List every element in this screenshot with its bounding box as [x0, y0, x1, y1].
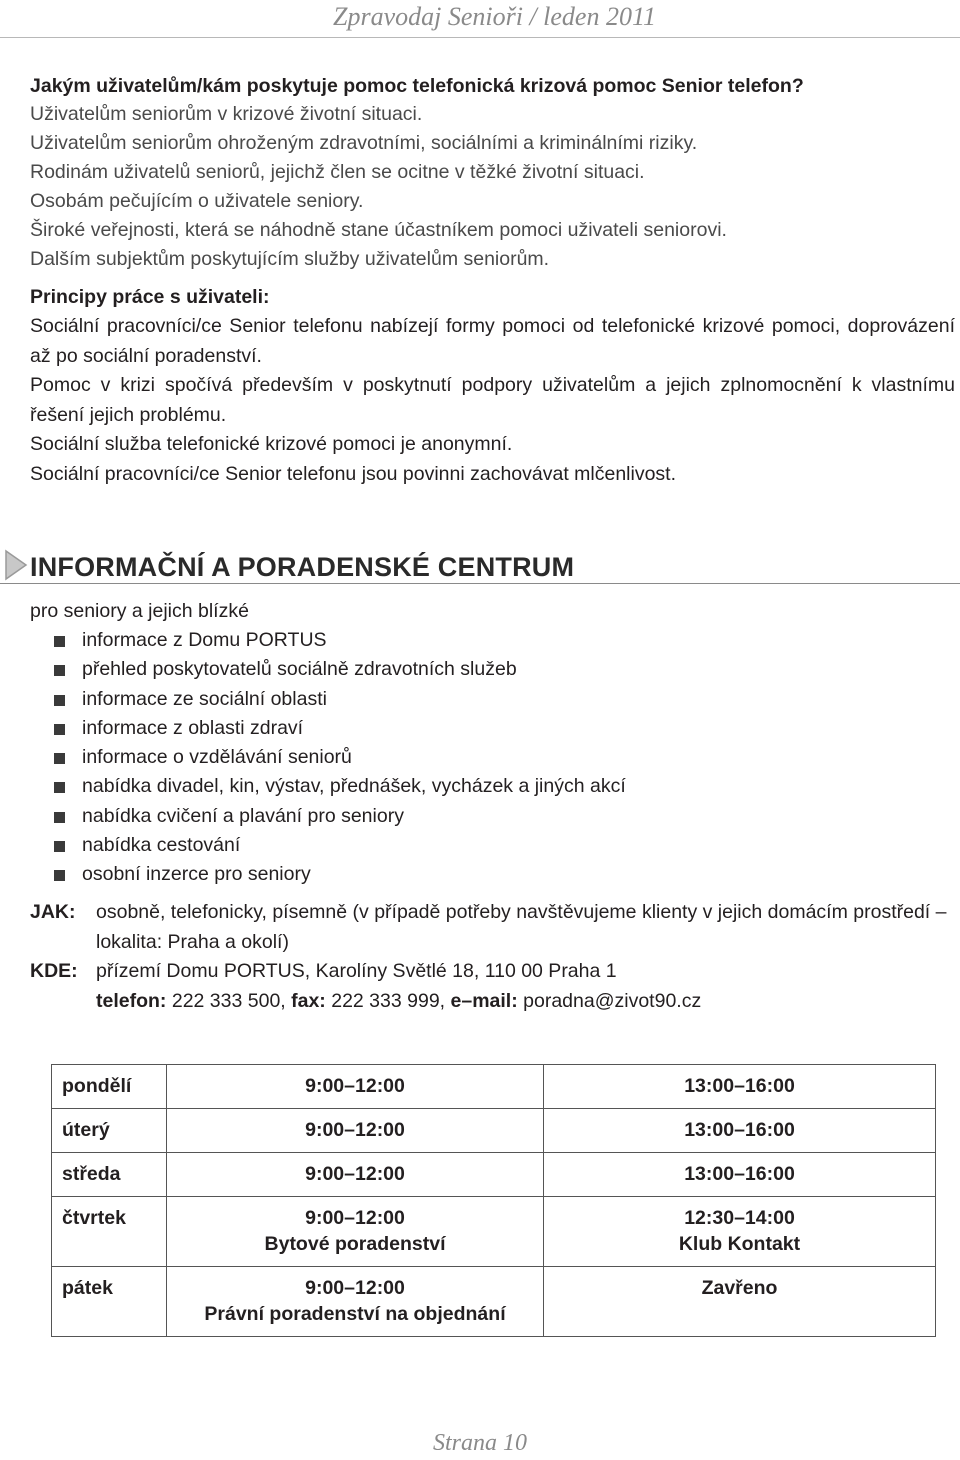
phone-label: telefon: — [96, 989, 167, 1012]
header-divider — [0, 37, 960, 38]
square-bullet-icon — [54, 782, 65, 793]
how-label: JAK: — [30, 901, 76, 923]
recipient-line: Široké veřejnosti, která se náhodně stane účastníkem pomoci uživateli seniorovi. — [30, 219, 727, 241]
recipient-line: Rodinám uživatelů seniorů, jejichž člen se ocitne v těžké životní situaci. — [30, 161, 645, 183]
play-arrow-icon — [4, 549, 28, 581]
list-item: osobní inzerce pro seniory — [30, 860, 950, 889]
how-row — [30, 898, 950, 957]
square-bullet-icon — [54, 841, 65, 852]
principle-paragraph: Sociální pracovníci/ce Senior telefonu jsou povinni zachovávat mlčenlivost. — [30, 462, 677, 485]
publication-title: Zpravodaj Senioři / leden 2011 — [333, 2, 657, 31]
day-cell: úterý — [52, 1109, 167, 1153]
info-subtitle: pro seniory a jejich blízké — [30, 600, 249, 622]
square-bullet-icon — [54, 724, 65, 735]
how-text: osobně, telefonicky, písemně (v případě potřeby navštěvujeme klienty v jejich domácím prostředí – lokalita: Praha a okolí) — [96, 901, 947, 953]
contact-row — [30, 987, 950, 1017]
page-header — [0, 0, 960, 40]
table-row — [52, 1109, 936, 1153]
list-item: informace z oblasti zdraví — [30, 714, 950, 743]
afternoon-hours-cell: Zavřeno — [544, 1267, 936, 1337]
square-bullet-icon — [54, 665, 65, 676]
principle-paragraph: Sociální pracovníci/ce Senior telefonu nabízejí formy pomoci od telefonické krizové pomoci, doprovázení až po sociální poradenství. — [30, 315, 955, 367]
table-row — [52, 1267, 936, 1337]
opening-hours-table — [51, 1064, 936, 1337]
table-row — [52, 1197, 936, 1267]
banner-divider — [0, 583, 960, 584]
day-cell: čtvrtek — [52, 1197, 167, 1267]
section-banner — [0, 546, 960, 586]
list-item: informace ze sociální oblasti — [30, 685, 950, 714]
recipient-line: Uživatelům seniorům ohroženým zdravotními, sociálními a kriminálními riziky. — [30, 132, 698, 154]
afternoon-hours-cell: 13:00–16:00 — [544, 1109, 936, 1153]
email-link[interactable]: poradna@zivot90.cz — [523, 989, 702, 1012]
day-cell: pátek — [52, 1267, 167, 1337]
banner-title: INFORMAČNÍ A PORADENSKÉ CENTRUM — [30, 552, 575, 582]
morning-hours-cell: 9:00–12:00 — [167, 1109, 544, 1153]
morning-hours-cell: 9:00–12:00 Bytové poradenství — [167, 1197, 544, 1267]
principles-heading: Principy práce s uživateli: — [30, 286, 270, 308]
list-item: informace z Domu PORTUS — [30, 626, 950, 655]
square-bullet-icon — [54, 695, 65, 706]
senior-telefon-section — [30, 72, 955, 489]
square-bullet-icon — [54, 870, 65, 881]
page-number: Strana 10 — [432, 1430, 527, 1456]
square-bullet-icon — [54, 753, 65, 764]
fax-number: 222 333 999, — [331, 989, 446, 1012]
square-bullet-icon — [54, 636, 65, 647]
list-item: nabídka divadel, kin, výstav, přednášek, vycházek a jiných akcí — [30, 772, 950, 801]
day-cell: pondělí — [52, 1065, 167, 1109]
email-label: e–mail: — [450, 989, 518, 1012]
info-centre-section — [30, 597, 950, 890]
morning-hours-cell: 9:00–12:00 — [167, 1065, 544, 1109]
services-list — [30, 626, 950, 890]
morning-hours-cell: 9:00–12:00 — [167, 1153, 544, 1197]
where-text: přízemí Domu PORTUS, Karolíny Světlé 18, 110 00 Praha 1 — [96, 960, 617, 982]
contact-block — [30, 898, 950, 1016]
morning-hours-cell: 9:00–12:00 Právní poradenství na objednání — [167, 1267, 544, 1337]
section-question: Jakým uživatelům/kám poskytuje pomoc telefonická krizová pomoc Senior telefon? — [30, 75, 804, 97]
square-bullet-icon — [54, 812, 65, 823]
list-item: nabídka cvičení a plavání pro seniory — [30, 802, 950, 831]
principle-paragraph: Pomoc v krizi spočívá především v poskytnutí podpory uživatelům a jejich zplnomocnění k vlastnímu řešení jejich problému. — [30, 374, 955, 426]
fax-label: fax: — [291, 989, 326, 1012]
where-label: KDE: — [30, 960, 78, 982]
afternoon-hours-cell: 13:00–16:00 — [544, 1065, 936, 1109]
phone-number[interactable]: 222 333 500, — [171, 989, 286, 1012]
recipient-line: Uživatelům seniorům v krizové životní situaci. — [30, 103, 423, 125]
principle-paragraph: Sociální služba telefonické krizové pomoci je anonymní. — [30, 433, 513, 455]
table-row — [52, 1065, 936, 1109]
day-cell: středa — [52, 1153, 167, 1197]
list-item: informace o vzdělávání seniorů — [30, 743, 950, 772]
list-item: nabídka cestování — [30, 831, 950, 860]
recipient-line: Osobám pečujícím o uživatele seniory. — [30, 190, 364, 212]
afternoon-hours-cell: 13:00–16:00 — [544, 1153, 936, 1197]
where-row — [30, 957, 950, 987]
afternoon-hours-cell: 12:30–14:00 Klub Kontakt — [544, 1197, 936, 1267]
list-item: přehled poskytovatelů sociálně zdravotních služeb — [30, 655, 950, 684]
recipient-line: Dalším subjektům poskytujícím služby uživatelům seniorům. — [30, 248, 550, 270]
table-row — [52, 1153, 936, 1197]
